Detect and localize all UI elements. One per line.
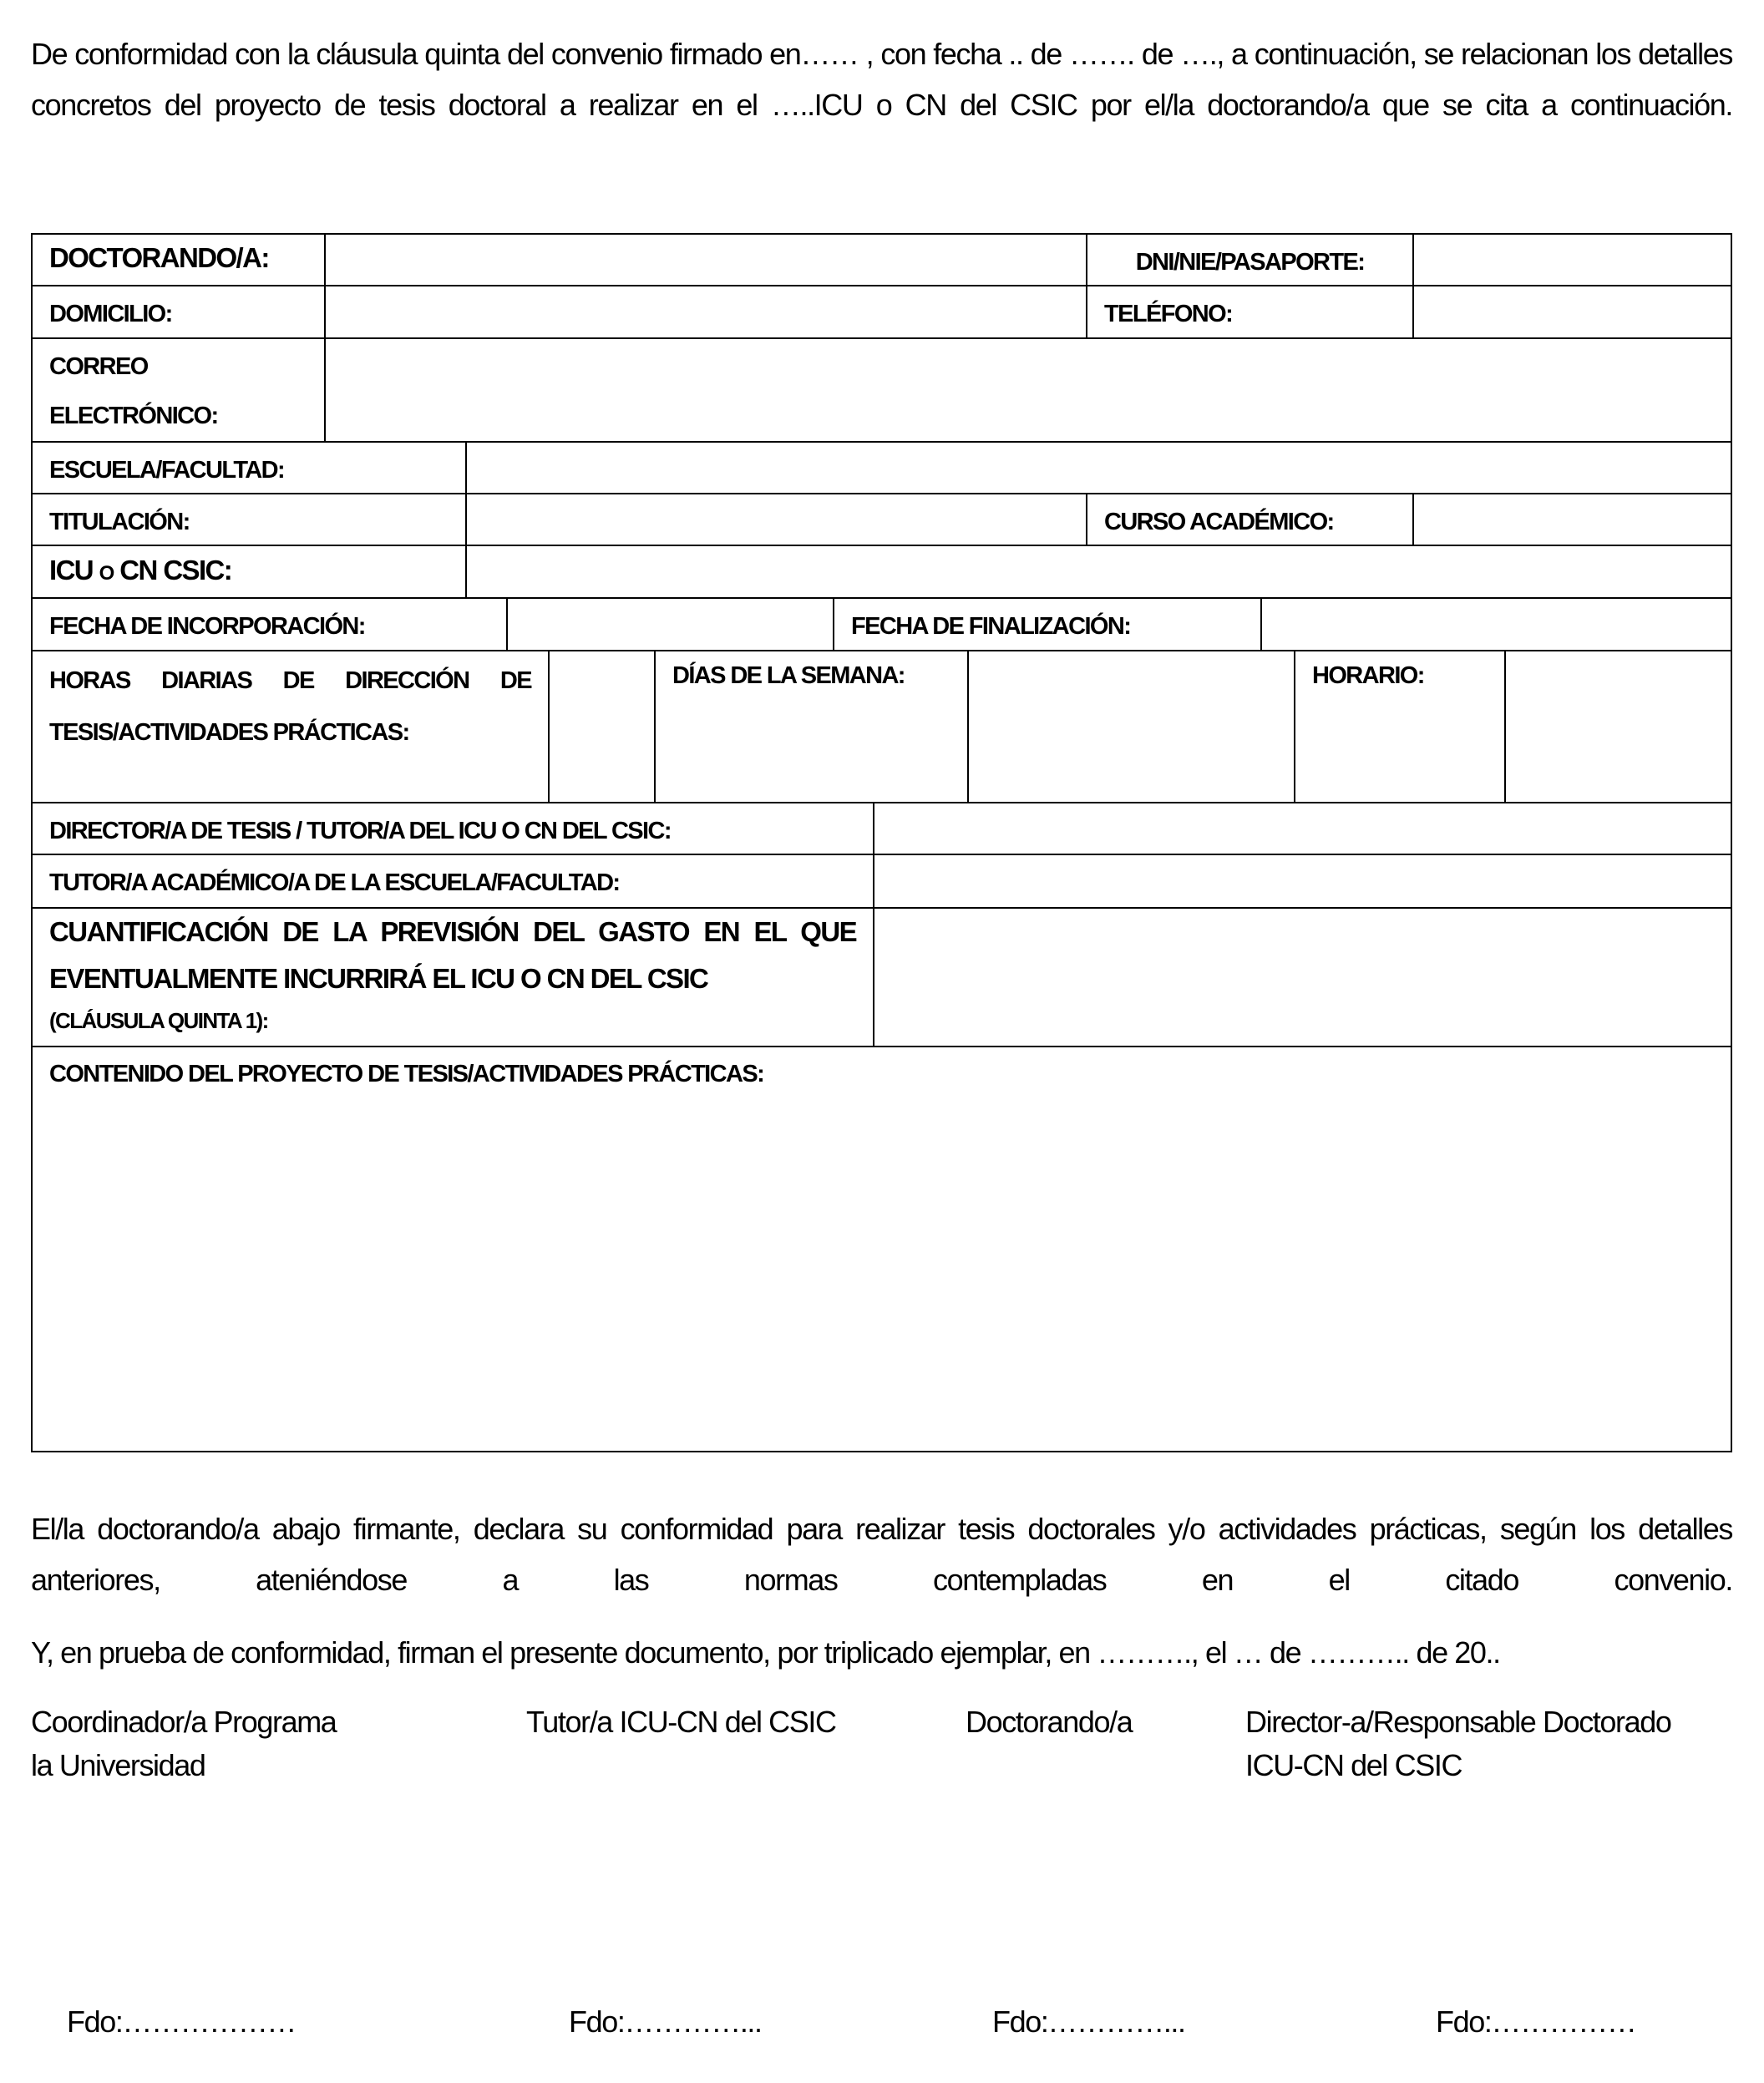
field-horas[interactable] [550,651,656,802]
label-correo-line2: ELECTRÓNICO: [49,403,218,429]
field-contenido[interactable] [33,1097,1731,1451]
label-director: DIRECTOR/A DE TESIS / TUTOR/A DEL ICU O CN DEL CSIC: [33,803,874,854]
field-doctorando[interactable] [326,235,1087,285]
label-clausula: (CLÁUSULA QUINTA 1): [49,1008,268,1033]
signatory-title: Tutor/a ICU-CN del CSIC [526,1705,836,1739]
label-escuela: ESCUELA/FACULTAD: [33,443,467,493]
row-horas [33,651,1731,803]
label-fecha-finalizacion: FECHA DE FINALIZACIÓN: [834,599,1262,650]
field-curso[interactable] [1414,494,1732,545]
signatory-title: Doctorando/a [966,1705,1133,1739]
signatory-title-line2: ICU-CN del CSIC [1245,1748,1462,1782]
row-correo [33,339,1731,443]
label-dias: DÍAS DE LA SEMANA: [656,651,969,802]
signatory-tutor [526,1700,836,1744]
row-doctorando [33,235,1731,286]
row-fechas [33,599,1731,651]
signature-line-doctorando[interactable]: Fdo:…………... [992,2004,1185,2039]
label-contenido: CONTENIDO DEL PROYECTO DE TESIS/ACTIVIDADES PRÁCTICAS: [49,1061,764,1087]
label-icu-part3: CN CSIC: [119,555,232,585]
signatory-title: Coordinador/a Programa [31,1705,337,1739]
row-cuantificacion [33,909,1731,1047]
field-escuela[interactable] [467,443,1732,493]
field-fecha-finalizacion[interactable] [1262,599,1732,650]
label-telefono: TELÉFONO: [1087,286,1414,337]
signatory-title: Director-a/Responsable Doctorado [1245,1705,1671,1739]
field-tutor[interactable] [874,855,1732,907]
project-details-form [31,233,1732,1452]
label-fecha-incorporacion: FECHA DE INCORPORACIÓN: [33,599,508,650]
label-icu-part1: ICU [49,555,94,585]
label-cuantificacion [33,909,874,1046]
field-correo[interactable] [326,339,1732,441]
row-tutor [33,855,1731,909]
label-icu-part2: O [99,562,114,585]
field-icu[interactable] [467,546,1732,597]
label-icu [33,546,467,597]
label-domicilio: DOMICILIO: [33,286,326,337]
label-tutor: TUTOR/A ACADÉMICO/A DE LA ESCUELA/FACULTAD: [33,855,874,907]
signatory-director [1245,1700,1670,1787]
label-curso: CURSO ACADÉMICO: [1087,494,1414,545]
row-titulacion [33,494,1731,546]
field-director[interactable] [874,803,1732,854]
declaration-paragraph: El/la doctorando/a abajo firmante, declara su conformidad para realizar tesis doctorales y/o actividades prácticas, según los detalles anteriores, ateniéndose a las normas contempladas en el citado convenio. [31,1512,1732,1597]
field-cuantificacion[interactable] [874,909,1732,1046]
signature-line-coordinador[interactable]: Fdo:……………… [67,2004,297,2039]
field-domicilio[interactable] [326,286,1087,337]
label-horario: HORARIO: [1295,651,1506,802]
label-correo [33,339,326,441]
signing-statement: Y, en prueba de conformidad, firman el presente documento, por triplicado ejemplar, en ………., el … de ……….. de 20.. [31,1635,1500,1670]
field-fecha-incorporacion[interactable] [508,599,834,650]
label-horas: HORAS DIARIAS DE DIRECCIÓN DE TESIS/ACTIVIDADES PRÁCTICAS: [33,651,550,802]
label-dni: DNI/NIE/PASAPORTE: [1087,235,1414,285]
label-titulacion: TITULACIÓN: [33,494,467,545]
signatory-title-line2: la Universidad [31,1748,205,1782]
signatory-doctorando [966,1700,1132,1744]
signature-line-director[interactable]: Fdo:…………… [1436,2004,1636,2039]
label-doctorando: DOCTORANDO/A: [33,235,326,285]
row-escuela [33,443,1731,494]
signature-line-tutor[interactable]: Fdo:…………... [569,2004,762,2039]
row-icu [33,546,1731,599]
field-dias[interactable] [969,651,1295,802]
field-telefono[interactable] [1414,286,1732,337]
label-cuantificacion-text: CUANTIFICACIÓN DE LA PREVISIÓN DEL GASTO EN EL QUE EVENTUALMENTE INCURRIRÁ EL ICU O CN DEL CSIC [49,916,856,994]
field-dni[interactable] [1414,235,1732,285]
signatory-coordinador [31,1700,336,1787]
label-correo-line1: CORREO [49,353,148,380]
field-titulacion[interactable] [467,494,1087,545]
intro-paragraph: De conformidad con la cláusula quinta del convenio firmado en…… , con fecha .. de ……. de …., a continuación, se relacionan los detalles concretos del proyecto de tesis doctoral a realizar en el …..ICU o CN del CSIC por el/la doctorando/a que se cita a continuación. [31,37,1732,122]
row-contenido [33,1047,1731,1451]
row-director [33,803,1731,855]
row-domicilio [33,286,1731,339]
field-horario[interactable] [1506,651,1732,802]
